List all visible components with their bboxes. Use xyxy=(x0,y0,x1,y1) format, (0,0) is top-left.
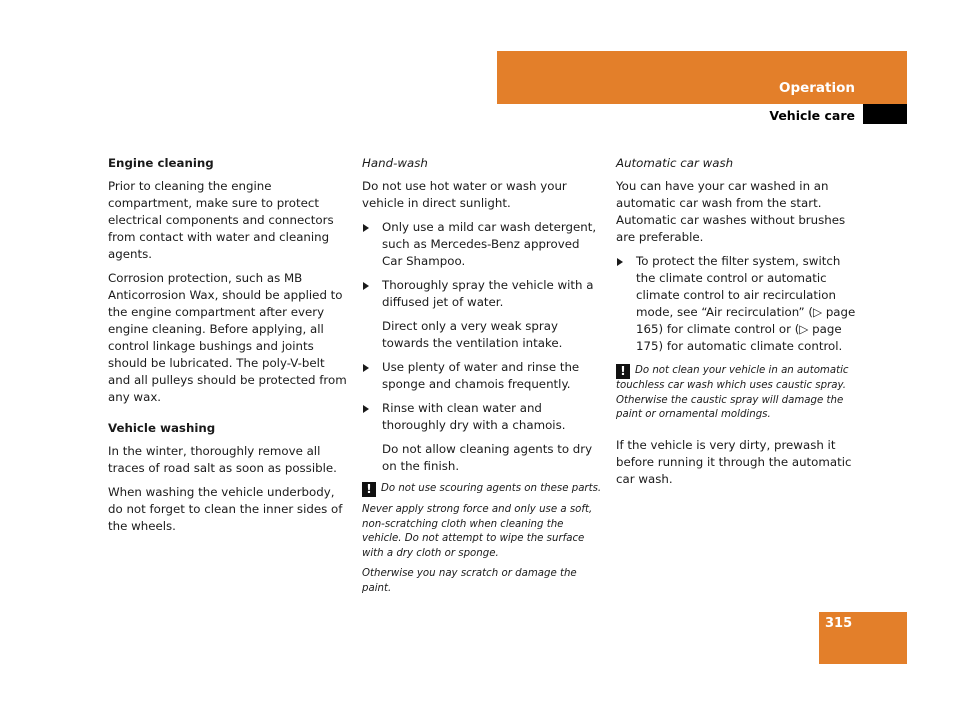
warning-note-text: Never apply strong force and only use a soft, non-scratching cloth when cleaning the vehicle. Do not attempt to wipe the surface with a dry cloth or sponge. xyxy=(362,504,593,559)
bullet-triangle-icon xyxy=(363,282,369,290)
list-item-detail: Direct only a very weak spray towards the ventilation intake. xyxy=(382,319,563,350)
bullet-triangle-icon xyxy=(617,258,623,266)
list-item: Rinse with clean water and thoroughly dry with a chamois. xyxy=(362,400,602,434)
bullet-list xyxy=(362,219,602,311)
page-number-box xyxy=(819,612,907,664)
bullet-list xyxy=(616,253,858,355)
heading-engine-cleaning: Engine cleaning xyxy=(108,156,214,170)
bullet-triangle-icon xyxy=(363,224,369,232)
paragraph: In the winter, thoroughly remove all traces of road salt as soon as possible. xyxy=(108,444,337,475)
subsection-title: Vehicle care xyxy=(769,108,855,123)
paragraph: If the vehicle is very dirty, prewash it before running it through the automatic car wash. xyxy=(616,437,852,486)
column-hand-wash xyxy=(362,155,602,603)
bullet-triangle-icon xyxy=(363,364,369,372)
bullet-list xyxy=(362,359,602,434)
warning-exclamation-icon: ! xyxy=(616,364,630,379)
paragraph: Prior to cleaning the engine compartment, make sure to protect electrical components and connectors from contact with water and cleaning agents. xyxy=(108,179,334,261)
section-tab-marker xyxy=(863,104,907,124)
warning-note: ! Do not clean your vehicle in an automatic touchless car wash which uses caustic spray. Otherwise the caustic spray will damage the paint or ornamental moldings. xyxy=(616,364,849,421)
warning-note-text: Otherwise you nay scratch or damage the paint. xyxy=(362,568,577,594)
page-number: 315 xyxy=(825,616,853,631)
column-automatic-car-wash xyxy=(616,155,858,495)
heading-hand-wash: Hand-wash xyxy=(362,156,428,170)
paragraph: You can have your car washed in an automatic car wash from the start. Automatic car washes without brushes are preferable. xyxy=(616,179,846,244)
list-item: Only use a mild car wash detergent, such as Mercedes-Benz approved Car Shampoo. xyxy=(362,219,602,270)
column-engine-cleaning xyxy=(108,155,350,542)
list-item: Thoroughly spray the vehicle with a diffused jet of water. xyxy=(362,277,602,311)
list-item-detail: Do not allow cleaning agents to dry on the finish. xyxy=(382,442,593,473)
warning-exclamation-icon: ! xyxy=(362,482,376,497)
paragraph: Do not use hot water or wash your vehicle in direct sunlight. xyxy=(362,179,567,210)
paragraph: When washing the vehicle underbody, do not forget to clean the inner sides of the wheels. xyxy=(108,485,343,533)
heading-automatic-car-wash: Automatic car wash xyxy=(616,156,734,170)
paragraph: Corrosion protection, such as MB Anticorrosion Wax, should be applied to the engine compartment after every engine cleaning. Before applying, all control linkage bushings and joints should be lubricated. The poly-V-belt and all pulleys should be protected from any wax. xyxy=(108,271,347,404)
list-item: Use plenty of water and rinse the sponge and chamois frequently. xyxy=(362,359,602,393)
section-title: Operation xyxy=(778,80,855,96)
bullet-triangle-icon xyxy=(363,405,369,413)
list-item: To protect the filter system, switch the climate control or automatic climate control to air recirculation mode, see “Air recirculation” (▷ page 165) for climate control or (▷ page 175) for automatic climate control. xyxy=(616,253,858,355)
warning-note: ! Do not use scouring agents on these parts. xyxy=(362,482,602,497)
heading-vehicle-washing: Vehicle washing xyxy=(108,421,216,435)
section-header-bar xyxy=(497,51,907,104)
